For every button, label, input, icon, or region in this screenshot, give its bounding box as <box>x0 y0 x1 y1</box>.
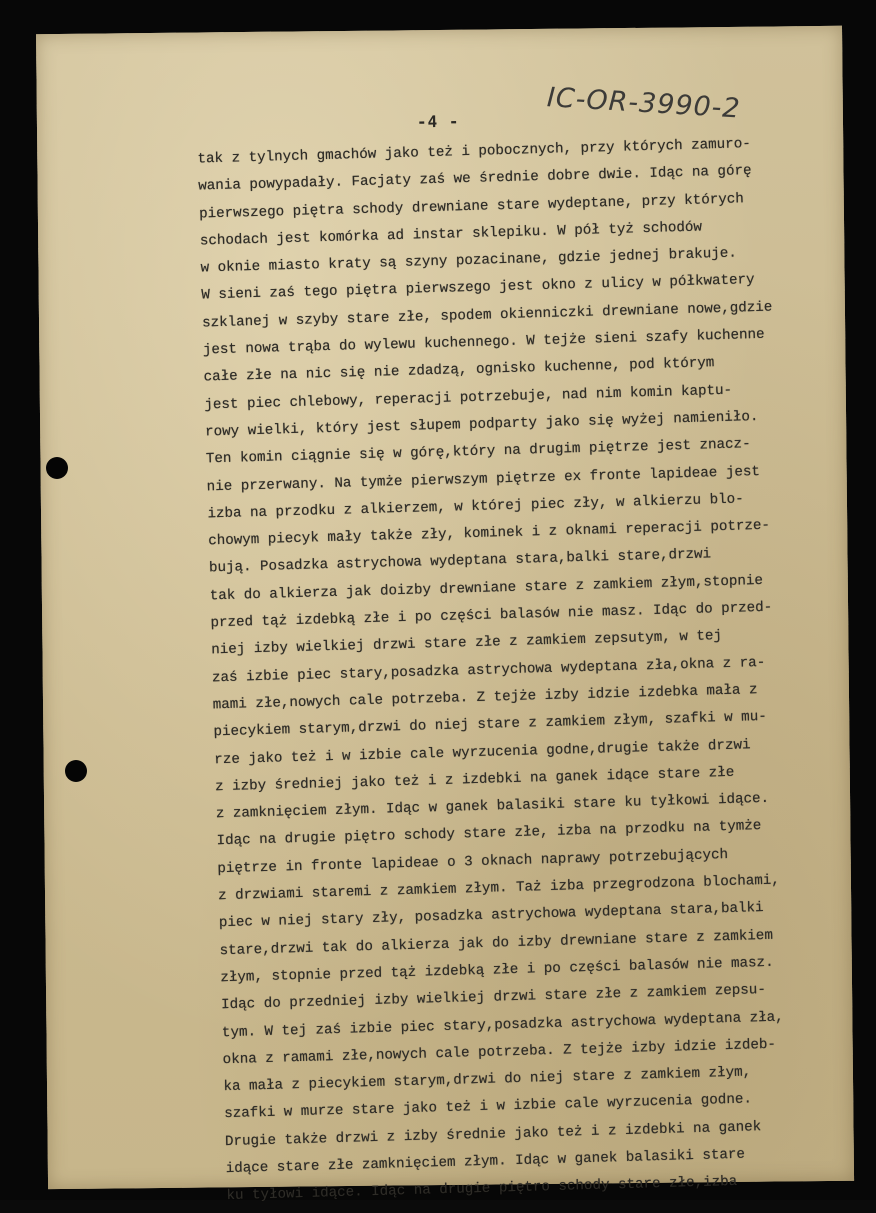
text-line: jest piec chlebowy, reperacji potrzebuje, nad nim komin kaptu- <box>204 382 733 414</box>
text-line: ku tyłowi idące. Idąc na drugie piętro schody stare złe,izba <box>226 1174 738 1205</box>
archive-signature: IC-OR-3990-2 <box>546 82 742 125</box>
text-line: zaś izbie piec stary,posadzka astrychowa wydeptana zła,okna z ra- <box>211 654 766 686</box>
text-line: niej izby wielkiej drzwi stare złe z zamkiem zepsutym, w tej <box>211 628 723 659</box>
text-line: pierwszego piętra schody drewniane stare wydeptane, przy których <box>198 190 744 223</box>
text-line: jest nowa trąba do wylewu kuchennego. W tejże sieni szafy kuchenne <box>202 326 765 359</box>
text-line: tak z tylnych gmachów jako też i pobocznych, przy których zamuro- <box>197 136 751 168</box>
text-line: rowy wielki, który jest słupem podparty jako się wyżej namieniło. <box>204 408 759 441</box>
text-line: rze jako też i w izbie cale wyrzucenia godne,drugie także drzwi <box>214 736 751 768</box>
text-line: ka mała z piecykiem starym,drzwi do niej stare z zamkiem złym, <box>223 1064 752 1096</box>
text-line: z zamknięciem złym. Idąc w ganek balasiki stare ku tyłkowi idące. <box>215 790 770 823</box>
text-line: piętrze in fronte lapideae o 3 oknach naprawy potrzebujących <box>217 846 729 877</box>
text-line: W sieni zaś tego piętra pierwszego jest okno z ulicy w półkwatery <box>201 272 755 304</box>
page-number: -4 - <box>416 111 460 132</box>
text-line: stare,drzwi tak do alkierza jak do izby drewniane stare z zamkiem <box>219 927 774 959</box>
text-line: wania powypadały. Facjaty zaś we średnie dobre dwie. Idąc na górę <box>198 163 752 195</box>
text-line: szklanej w szyby stare złe, spodem okienniczki drewniane nowe,gdzie <box>201 299 773 332</box>
document-page <box>36 26 854 1205</box>
text-line: nie przerwany. Na tymże pierwszym piętrze ex fronte lapideae jest <box>206 463 761 495</box>
text-line: piec w niej stary zły, posadzka astrychowa wydeptana stara,balki <box>218 900 764 932</box>
text-line: bują. Posadzka astrychowa wydeptana stara,balki stare,drzwi <box>208 546 712 577</box>
text-line: tak do alkierza jak doizby drewniane stare z zamkiem złym,stopnie <box>209 572 764 605</box>
punch-hole-lower <box>65 760 87 782</box>
text-line: z izby średniej jako też i z izdebki na ganek idące stare złe <box>214 764 735 796</box>
text-line: przed tąż izdebką złe i po części balasów nie masz. Idąc do przed- <box>210 599 773 632</box>
text-line: szafki w murze stare jako też i w izbie cale wyrzucenia godne. <box>224 1091 753 1123</box>
text-line: schodach jest komórka ad instar sklepiku. W pół tyż schodów <box>199 219 703 250</box>
text-line: złym, stopnie przed tąż izdebką złe i po części balasów nie masz. <box>220 954 774 987</box>
text-line: okna z ramami złe,nowych cale potrzeba. Z tejże izby idzie izdeb- <box>222 1036 777 1068</box>
text-line: Ten komin ciągnie się w górę,który na drugim piętrze jest znacz- <box>205 436 751 468</box>
text-line: izba na przodku z alkierzem, w której piec zły, w alkierzu blo- <box>207 491 744 523</box>
text-line: Drugie także drzwi z izby średnie jako też i z izdebki na ganek <box>224 1118 762 1150</box>
text-line: z drzwiami staremi z zamkiem złym. Taż izba przegrodzona blochami, <box>217 872 781 905</box>
punch-hole-upper <box>46 457 68 479</box>
text-line: piecykiem starym,drzwi do niej stare z zamkiem złym, szafki w mu- <box>213 709 767 741</box>
text-line: mami złe,nowych cale potrzeba. Z tejże izby idzie izdebka mała z <box>212 682 758 714</box>
typewritten-text <box>197 127 876 1210</box>
text-line: całe złe na nic się nie zdadzą, ognisko kuchenne, pod którym <box>203 355 715 386</box>
text-line: tym. W tej zaś izbie piec stary,posadzka astrychowa wydeptana zła, <box>221 1009 784 1041</box>
text-line: Idąc na drugie piętro schody stare złe, izba na przodku na tymże <box>216 818 762 850</box>
text-line: chowym piecyk mały także zły, kominek i z oknami reperacji potrze- <box>208 517 771 550</box>
text-line: w oknie miasto kraty są szyny pozacinane, gdzie jednej brakuje. <box>200 245 738 277</box>
text-line: Idąc do przedniej izby wielkiej drzwi stare złe z zamkiem zepsu- <box>220 982 767 1014</box>
text-line: idące stare złe zamknięciem złym. Idąc w ganek balasiki stare <box>225 1146 746 1178</box>
